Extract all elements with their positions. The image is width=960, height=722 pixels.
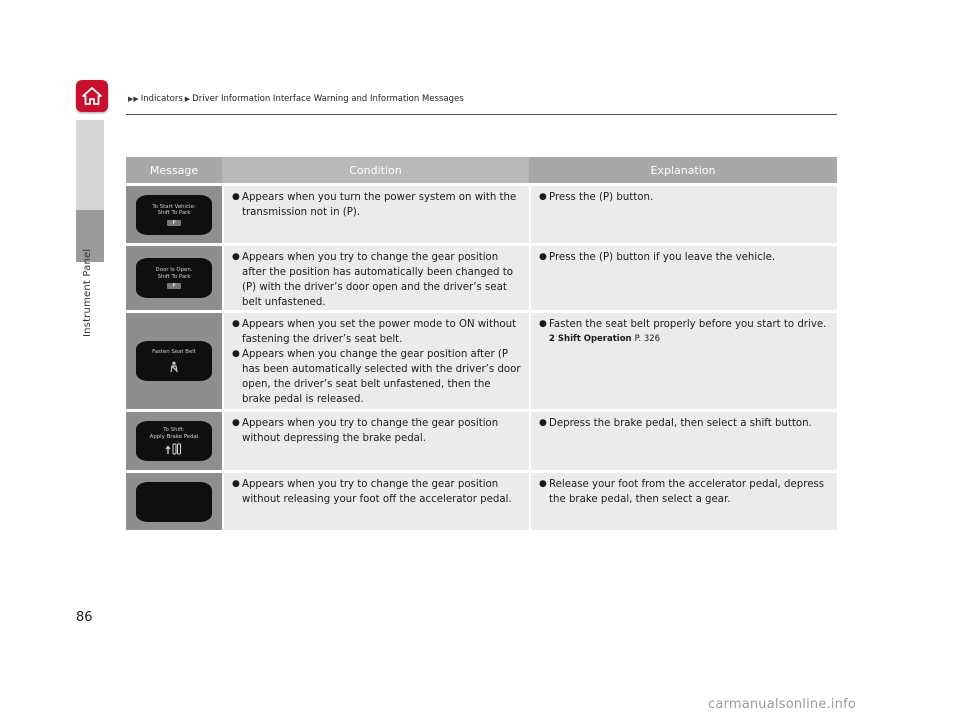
screen-text: Fasten Seat Belt [152,348,196,355]
message-image-cell [126,473,222,530]
explanation-text: Depress the brake pedal, then select a shift button. [549,418,812,429]
section-label: Instrument Panel [82,248,93,337]
display-screen-image [136,195,212,235]
screen-text: Door Is Open. [155,267,193,273]
bullet-icon: ● [539,479,547,489]
list-item [539,190,829,205]
explanation-cell [529,186,837,243]
column-header: Condition [222,157,529,183]
condition-cell [222,412,529,470]
explanation-cell [529,246,837,310]
breadcrumb [128,94,464,104]
table-row [126,186,837,243]
condition-text: Appears when you set the power mode to ON without fastening the driver’s seat belt. [242,319,517,345]
message-image-cell [126,412,222,470]
bullet-icon: ● [539,319,547,329]
column-header: Message [149,163,199,177]
screen-text: To Start Vehicle: [152,203,196,210]
bullet-icon: ● [232,319,240,329]
list-item [539,416,829,431]
page-reference-link[interactable] [549,332,829,347]
park-chip: P [167,220,181,226]
condition-text: Appears when you try to change the gear position without depressing the brake pedal. [242,418,499,444]
list-item [539,250,829,265]
triangle-right-icon: ▶ [184,95,191,103]
explanation-text: Press the (P) button. [549,192,654,203]
bullet-icon: ● [232,479,240,489]
list-item [232,347,521,407]
explanation-text: Press the (P) button if you leave the vehicle. [549,252,776,263]
list-item [232,416,521,446]
messages-table [126,157,837,530]
list-item [539,477,829,507]
list-item [232,190,521,220]
list-item [232,317,521,347]
page-number: 86 [76,610,93,625]
home-button[interactable] [76,80,108,112]
bullet-icon: ● [232,349,240,359]
condition-text: Appears when you try to change the gear position without releasing your foot off the accelerator pedal. [242,479,512,505]
display-screen-image [136,341,212,381]
bullet-icon: ● [539,192,547,202]
breadcrumb-item[interactable]: Driver Information Interface Warning and Information Messages [192,94,464,104]
bullet-icon: ● [539,252,547,262]
screen-text: To Shift: [163,427,185,433]
condition-cell [222,246,529,310]
brake-pedal-icon [165,443,183,455]
list-item [232,477,521,507]
condition-cell [222,473,529,530]
explanation-cell [529,473,837,530]
screen-text: Apply Brake Pedal [149,433,199,440]
condition-text: Appears when you turn the power system on with the transmission not in (P). [242,192,517,218]
side-tab-background [76,120,104,210]
header-divider [126,114,837,115]
table-row [126,313,837,409]
reference-title: Shift Operation [557,334,632,344]
triangle-right-icon: ▶▶ [128,95,139,103]
display-screen-image [136,421,212,461]
bullet-icon: ● [232,252,240,262]
list-item [232,250,521,310]
screen-text: Shift To Park [157,210,191,216]
bullet-icon: ● [232,418,240,428]
message-image-cell [126,313,222,409]
home-icon [81,86,103,106]
reference-page: P. 326 [634,334,661,344]
screen-text: Shift To Park [157,273,191,280]
display-screen-image [136,482,212,522]
column-header: Explanation [529,157,837,183]
condition-cell [222,313,529,409]
table-row [126,412,837,470]
condition-text: Appears when you try to change the gear position after the position has automatically been changed to (P) with the driver’s door open and the driver’s seat belt unfastened. [242,252,513,308]
explanation-text: Fasten the seat belt properly before you start to drive. [549,319,827,330]
table-row [126,473,837,530]
bullet-icon: ● [232,192,240,202]
table-header [126,157,837,183]
message-image-cell [126,186,222,243]
watermark-text: carmanualsonline.info [708,697,857,712]
display-screen-image [136,258,212,298]
park-chip: P [167,283,181,289]
breadcrumb-item[interactable]: Indicators [140,94,183,104]
explanation-cell [529,412,837,470]
condition-text: Appears when you change the gear position after (P has been automatically selected with the driver’s door open, the driver’s seat belt unfastened, then the brake pedal is released. [242,349,521,405]
explanation-cell [529,313,837,409]
table-row [126,246,837,310]
seatbelt-icon [168,361,180,373]
explanation-text: Release your foot from the accelerator pedal, depress the brake pedal, then select a gear. [549,479,825,505]
ref-arrow-icon: 2 [549,334,555,344]
message-image-cell [126,246,222,310]
condition-cell [222,186,529,243]
list-item [539,317,829,332]
bullet-icon: ● [539,418,547,428]
